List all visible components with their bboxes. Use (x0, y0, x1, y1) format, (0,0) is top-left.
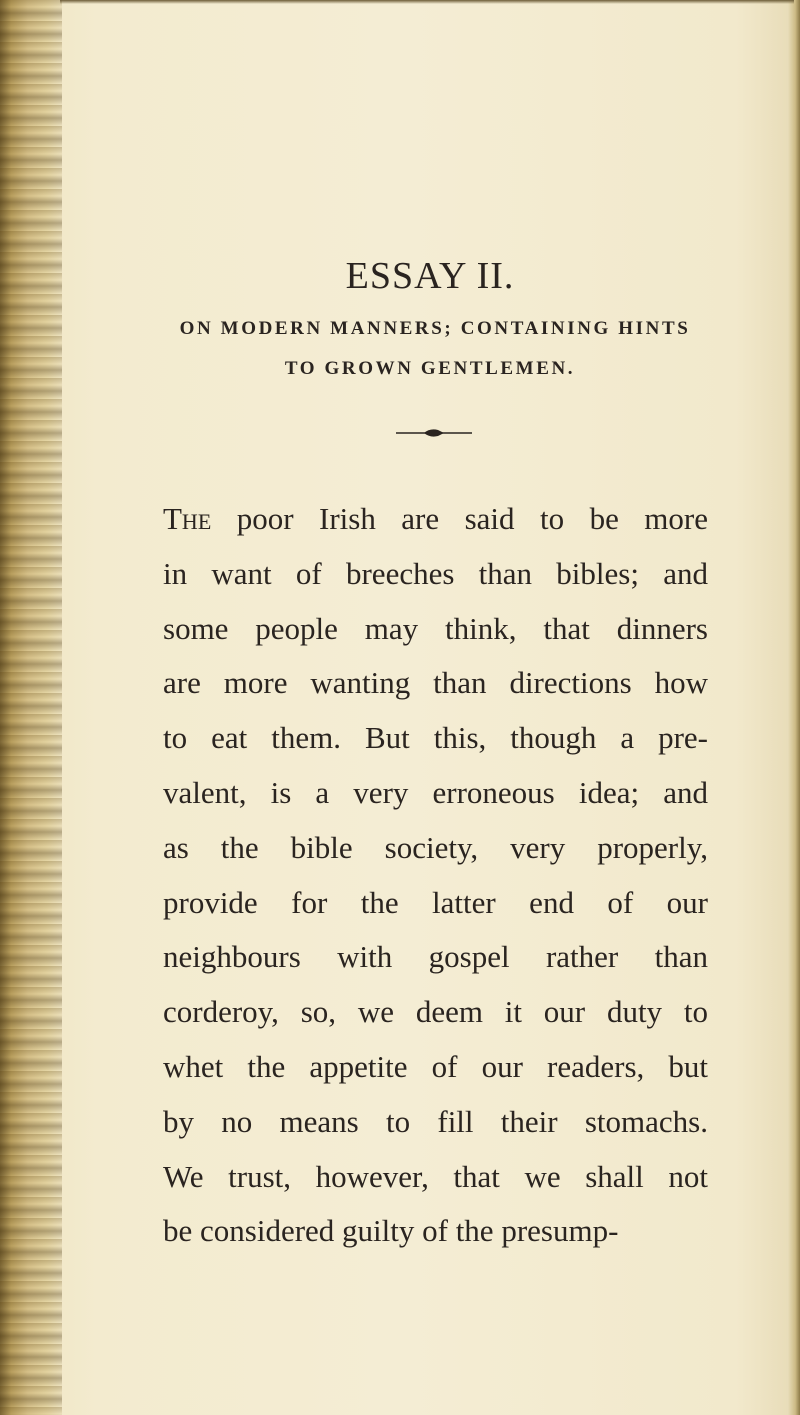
page-gutter-shadow (0, 0, 62, 1415)
body-line: valent, is a very erroneous idea; and (163, 774, 708, 810)
page-right-edge (788, 0, 800, 1415)
body-line: some people may think, that dinners (163, 610, 708, 646)
body-line: to eat them. But this, though a pre- (163, 720, 708, 756)
body-line-text: poor Irish are said to be more (211, 501, 708, 536)
body-line: are more wanting than directions how (163, 665, 708, 701)
body-line: in want of breeches than bibles; and (163, 555, 708, 591)
body-line (163, 492, 708, 547)
rule-ornament-icon (394, 426, 474, 440)
opening-word: The (163, 501, 212, 536)
body-line: as the bible society, very properly, (163, 829, 708, 865)
body-line: provide for the latter end of our (163, 884, 708, 920)
body-line: neighbours with gospel rather than (163, 939, 708, 975)
body-line: be considered guilty of the presump- (163, 1213, 619, 1249)
body-line: by no means to fill their stomachs. (163, 1103, 708, 1139)
page-top-edge (60, 0, 794, 4)
essay-subtitle-line-2: TO GROWN GENTLEMEN. (284, 358, 576, 379)
essay-subtitle-line-1: ON MODERN MANNERS; CONTAINING HINTS (179, 318, 691, 339)
essay-body-text (163, 492, 708, 1259)
body-line: We trust, however, that we shall not (163, 1158, 708, 1194)
body-line: whet the appetite of our readers, but (163, 1048, 708, 1084)
essay-title: ESSAY II. (345, 255, 515, 297)
body-line: corderoy, so, we deem it our duty to (163, 994, 708, 1030)
